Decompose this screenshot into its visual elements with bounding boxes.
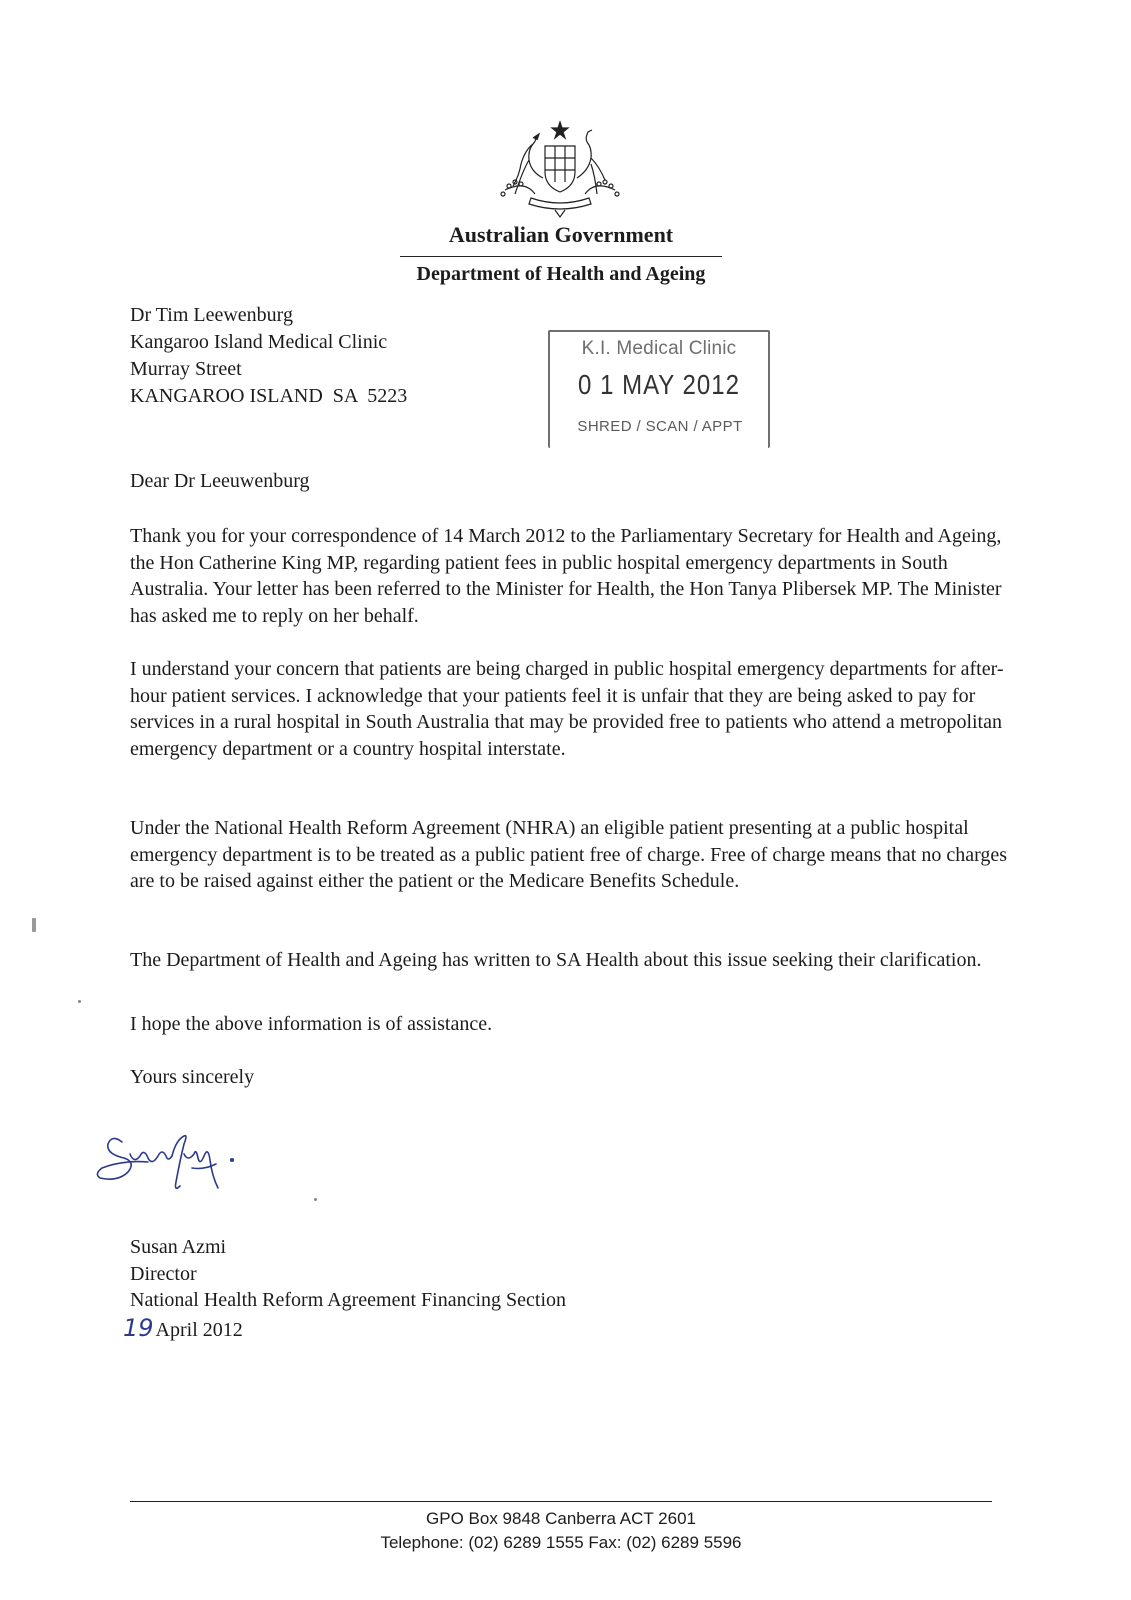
received-stamp <box>548 330 770 448</box>
recipient-organisation: Kangaroo Island Medical Clinic <box>130 331 388 353</box>
body-paragraph: Under the National Health Reform Agreement (NHRA) an eligible patient presenting at a public hospital emergency department is to be treated as a public patient free of charge. Free of charge means that no charges are to be raised against either the patient or the Medicare Benefits Schedule. <box>130 817 1008 892</box>
department-title: Department of Health and Ageing <box>416 263 706 285</box>
recipient-address <box>130 302 407 410</box>
recipient-name: Dr Tim Leewenburg <box>130 304 293 326</box>
body-paragraph: Thank you for your correspondence of 14 March 2012 to the Parliamentary Secretary for Health and Ageing, the Hon Catherine King MP, regarding patient fees in public hospital emergency departments in South Australia. Your letter has been referred to the Minister for Health, the Hon Tanya Plibersek MP. The Minister has asked me to reply on her behalf. <box>130 525 1002 627</box>
signatory-name: Susan Azmi <box>130 1236 227 1258</box>
stamp-actions: SHRED / SCAN / APPT <box>577 418 743 435</box>
body-paragraph: I understand your concern that patients are being charged in public hospital emergency departments for after-hour patient services. I acknowledge that your patients feel it is unfair that they are being asked to pay for services in a rural hospital in South Australia that may be provided free to patients who attend a metropolitan emergency department or a country hospital interstate. <box>130 658 1004 760</box>
signatory-section: National Health Reform Agreement Financing Section <box>130 1289 566 1311</box>
coat-of-arms-icon <box>495 120 625 220</box>
government-title: Australian Government <box>448 222 674 247</box>
scan-mark <box>32 918 36 932</box>
stamp-clinic-name: K.I. Medical Clinic <box>581 338 737 359</box>
recipient-locality: KANGAROO ISLAND SA 5223 <box>130 385 408 407</box>
salutation: Dear Dr Leeuwenburg <box>130 470 310 492</box>
handwritten-date-day: 19 <box>123 1314 154 1342</box>
stamp-date: 0 1 MAY 2012 <box>578 369 740 401</box>
handwritten-signature <box>92 1120 252 1200</box>
footer-contact: Telephone: (02) 6289 1555 Fax: (02) 6289 5596 <box>380 1533 742 1552</box>
recipient-street: Murray Street <box>130 358 242 380</box>
letter-date-text: April 2012 <box>155 1319 243 1341</box>
letterhead-divider <box>400 256 722 257</box>
sign-off: Yours sincerely <box>130 1066 255 1088</box>
footer-divider <box>130 1501 992 1502</box>
letter-date <box>123 1314 243 1342</box>
closing-info: I hope the above information is of assistance. <box>130 1013 493 1035</box>
body-paragraph: The Department of Health and Ageing has written to SA Health about this issue seeking their clarification. <box>130 949 982 971</box>
scan-mark <box>78 1000 81 1003</box>
footer-address: GPO Box 9848 Canberra ACT 2601 <box>426 1509 696 1528</box>
signatory-title: Director <box>130 1262 197 1285</box>
signatory-block <box>130 1234 566 1314</box>
scan-mark <box>314 1198 317 1201</box>
